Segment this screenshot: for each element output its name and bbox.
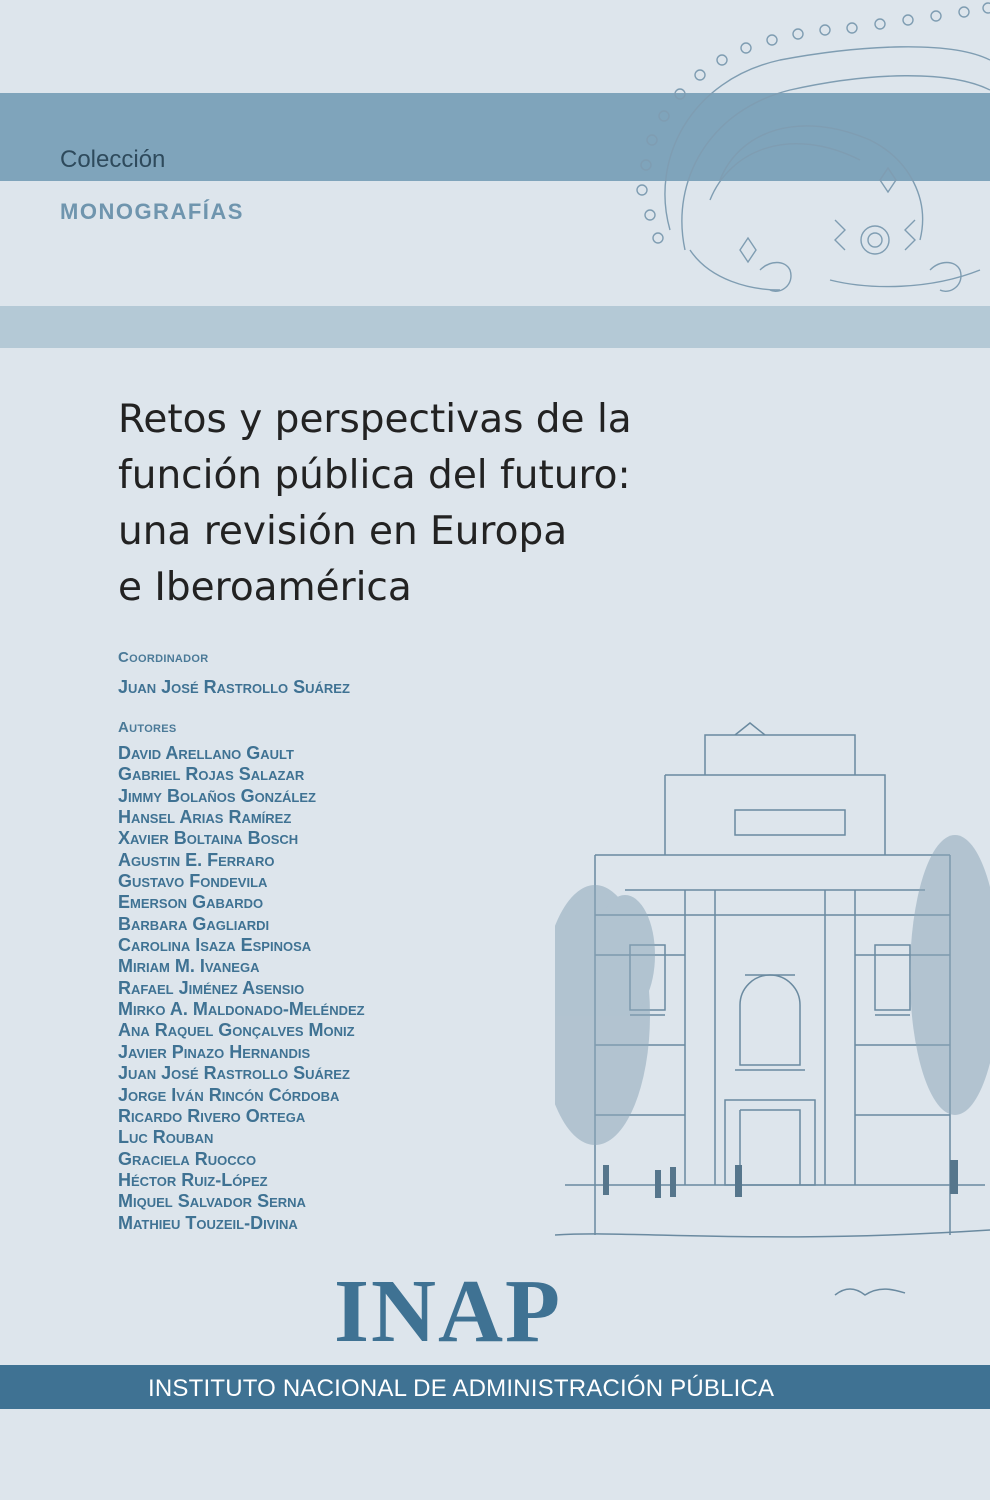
collection-name: MONOGRAFÍAS <box>60 199 244 224</box>
title-line: Retos y perspectivas de la <box>118 397 632 442</box>
author-name: Gabriel Rojas Salazar <box>118 764 305 785</box>
ornament-illustration <box>630 0 990 320</box>
author-name: Graciela Ruocco <box>118 1148 257 1169</box>
coordinator-name: Juan José Rastrollo Suárez <box>118 677 350 697</box>
author-name: Xavier Boltaina Bosch <box>118 828 299 849</box>
author-name: Mathieu Touzeil-Divina <box>118 1212 298 1233</box>
inap-logo: INAP <box>334 1262 562 1361</box>
author-name: Jimmy Bolaños González <box>118 785 316 806</box>
author-name: Jorge Iván Rincón Córdoba <box>118 1084 340 1105</box>
author-name: Mirko A. Maldonado-Meléndez <box>118 999 365 1020</box>
coordinator-label: Coordinador <box>118 649 209 666</box>
author-name: Agustin E. Ferraro <box>118 849 275 870</box>
publisher-name: INSTITUTO NACIONAL DE ADMINISTRACIÓN PÚBLICA <box>148 1375 775 1402</box>
title-line: una revisión en Europa <box>118 509 568 554</box>
author-name: Gustavo Fondevila <box>118 871 268 892</box>
building-illustration <box>555 715 990 1315</box>
author-name: Juan José Rastrollo Suárez <box>118 1063 350 1084</box>
title-line: función pública del futuro: <box>118 453 631 498</box>
author-name: Ana Raquel Gonçalves Moniz <box>118 1020 355 1041</box>
author-name: Carolina Isaza Espinosa <box>118 935 312 956</box>
author-name: Hansel Arias Ramírez <box>118 807 292 828</box>
author-name: Miriam M. Ivanega <box>118 956 260 977</box>
author-name: Barbara Gagliardi <box>118 913 270 934</box>
book-title <box>118 392 738 616</box>
authors-list <box>118 743 365 1234</box>
author-name: Javier Pinazo Hernandis <box>118 1041 311 1062</box>
author-name: Emerson Gabardo <box>118 892 264 913</box>
author-name: Miquel Salvador Serna <box>118 1191 306 1212</box>
authors-label: Autores <box>118 719 177 736</box>
author-name: Rafael Jiménez Asensio <box>118 977 305 998</box>
author-name: David Arellano Gault <box>118 743 294 763</box>
collection-label: Colección <box>60 146 166 173</box>
author-name: Luc Rouban <box>118 1127 214 1148</box>
title-line: e Iberoamérica <box>118 565 412 610</box>
author-name: Ricardo Rivero Ortega <box>118 1105 306 1126</box>
author-name: Héctor Ruiz-López <box>118 1169 268 1190</box>
